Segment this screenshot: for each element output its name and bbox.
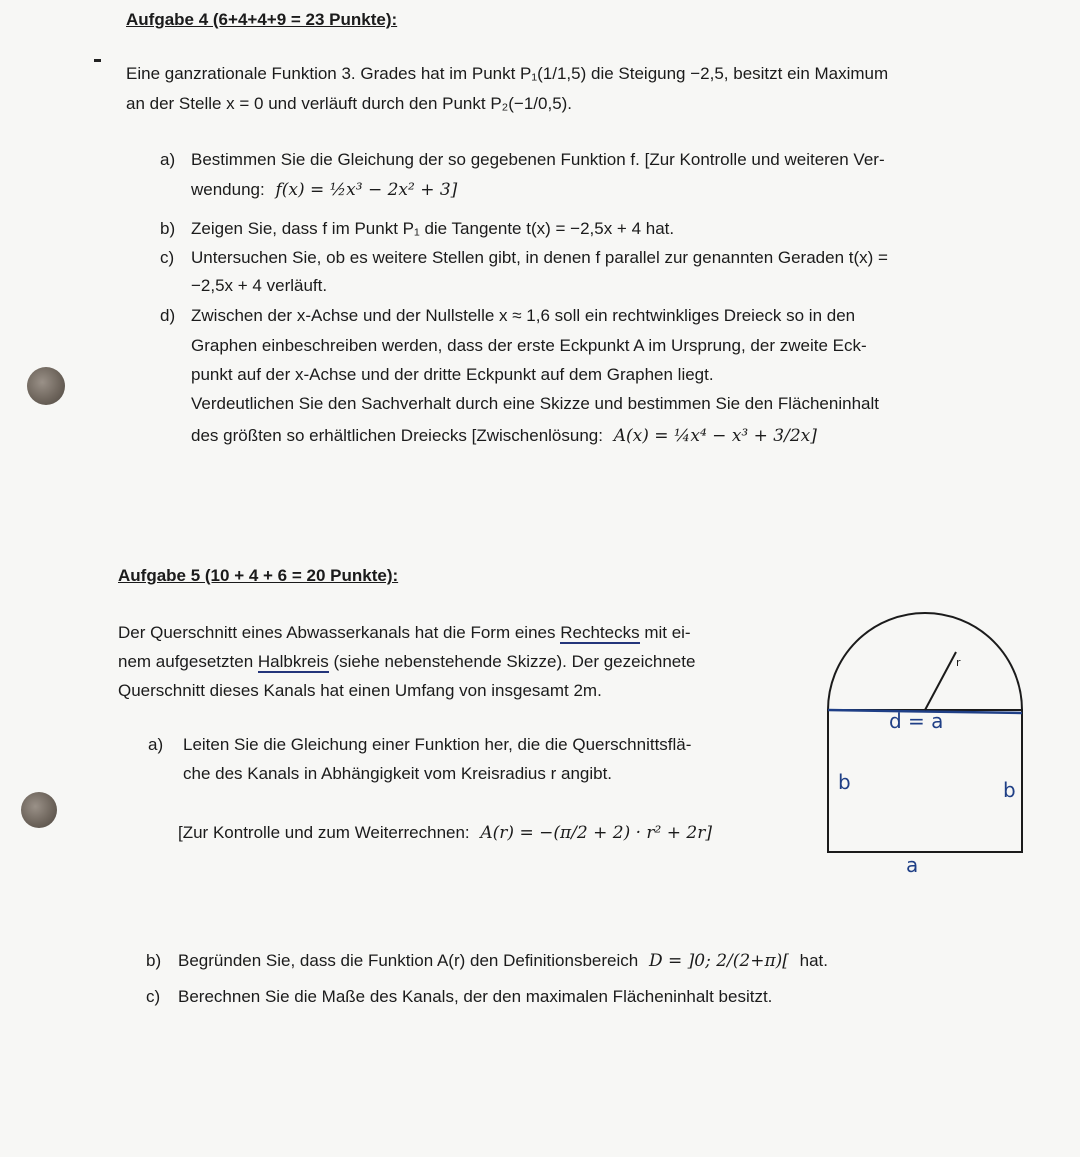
task4-a-line2-prefix: wendung: [191, 180, 265, 199]
task4-d-label: d) [160, 306, 176, 325]
task4-d-line5-prefix: des größten so erhältlichen Dreiecks [Zwischenlösung: [191, 426, 603, 445]
task5-heading: Aufgabe 5 (10 + 4 + 6 = 20 Punkte): [118, 566, 399, 585]
punch-hole-top [27, 367, 65, 405]
task5-intro-line2-a: nem aufgesetzten [118, 652, 258, 671]
task4-d-line3: punkt auf der x-Achse und der dritte Eckpunkt auf dem Graphen liegt. [191, 365, 714, 384]
diameter-label: d = a [889, 709, 944, 733]
task4-intro-line2: an der Stelle x = 0 und verläuft durch den Punkt P₂(−1/0,5). [126, 94, 573, 113]
task5-intro-halbkreis: Halbkreis [257, 652, 329, 671]
bottom-label: a [906, 853, 919, 877]
stray-mark [94, 59, 101, 62]
task5-a-line1: Leiten Sie die Gleichung einer Funktion her, die die Querschnittsflä- [183, 735, 692, 754]
task5-control-formula: A(r) = −(π/2 + 2) · r² + 2r] [480, 823, 712, 843]
task5-control [178, 823, 712, 843]
radius-label: r [956, 656, 961, 669]
task5-b-label: b) [146, 951, 162, 970]
task4-b-label: b) [160, 219, 176, 238]
task4-a-line2 [191, 180, 457, 200]
task5-b-text [178, 951, 828, 971]
task5-intro-line1-c: mit ei- [639, 623, 691, 642]
task5-b-suffix: hat. [799, 951, 828, 970]
task4-c-line1: Untersuchen Sie, ob es weitere Stellen gibt, in denen f parallel zur genannten Geraden t(x) = [191, 248, 888, 267]
right-side-label: b [1003, 778, 1016, 802]
channel-sketch [815, 610, 1045, 880]
task5-c-label: c) [146, 987, 161, 1006]
task4-intro-line1: Eine ganzrationale Funktion 3. Grades hat im Punkt P₁(1/1,5) die Steigung −2,5, besitzt ein Maximum [126, 64, 889, 83]
task4-d-line2: Graphen einbeschreiben werden, dass der erste Eckpunkt A im Ursprung, der zweite Eck- [191, 336, 867, 355]
task5-a-label: a) [148, 735, 164, 754]
task5-intro-line3: Querschnitt dieses Kanals hat einen Umfang von insgesamt 2m. [118, 681, 602, 700]
task4-d-line1: Zwischen der x-Achse und der Nullstelle x ≈ 1,6 soll ein rechtwinkliges Dreieck so in den [191, 306, 856, 325]
task5-intro-line2 [118, 652, 695, 672]
radius-line [925, 652, 956, 710]
task5-b-formula: D = ]0; 2/(2+π)[ [648, 951, 789, 971]
task5-b-prefix: Begründen Sie, dass die Funktion A(r) den Definitionsbereich [178, 951, 639, 970]
task4-a-line1: Bestimmen Sie die Gleichung der so gegebenen Funktion f. [Zur Kontrolle und weiteren Ver- [191, 150, 885, 169]
task4-a-formula: f(x) = ½x³ − 2x² + 3] [275, 180, 458, 200]
semicircle-arc [828, 613, 1022, 710]
task4-d-line5 [191, 426, 817, 446]
task5-intro-line2-c: (siehe nebenstehende Skizze). Der gezeichnete [328, 652, 696, 671]
task5-c-text: Berechnen Sie die Maße des Kanals, der den maximalen Flächeninhalt besitzt. [178, 987, 773, 1006]
task4-c-label: c) [160, 248, 175, 267]
task5-intro-line1-a: Der Querschnitt eines Abwasserkanals hat die Form eines [118, 623, 561, 642]
task5-control-prefix: [Zur Kontrolle und zum Weiterrechnen: [178, 823, 470, 842]
task4-d-formula: A(x) = ¼x⁴ − x³ + 3/2x] [613, 426, 817, 446]
task5-intro-rechteck: Rechtecks [560, 623, 640, 642]
task4-d-line4: Verdeutlichen Sie den Sachverhalt durch eine Skizze und bestimmen Sie den Flächeninhalt [191, 394, 879, 413]
task5-intro-line1 [118, 623, 691, 643]
task4-c-line2: −2,5x + 4 verläuft. [191, 276, 328, 295]
task4-b-text: Zeigen Sie, dass f im Punkt P₁ die Tangente t(x) = −2,5x + 4 hat. [191, 219, 675, 238]
task5-a-line2: che des Kanals in Abhängigkeit vom Kreisradius r angibt. [183, 764, 613, 783]
task4-heading: Aufgabe 4 (6+4+4+9 = 23 Punkte): [126, 10, 398, 29]
task4-a-label: a) [160, 150, 176, 169]
left-side-label: b [838, 770, 851, 794]
punch-hole-bottom [21, 792, 57, 828]
